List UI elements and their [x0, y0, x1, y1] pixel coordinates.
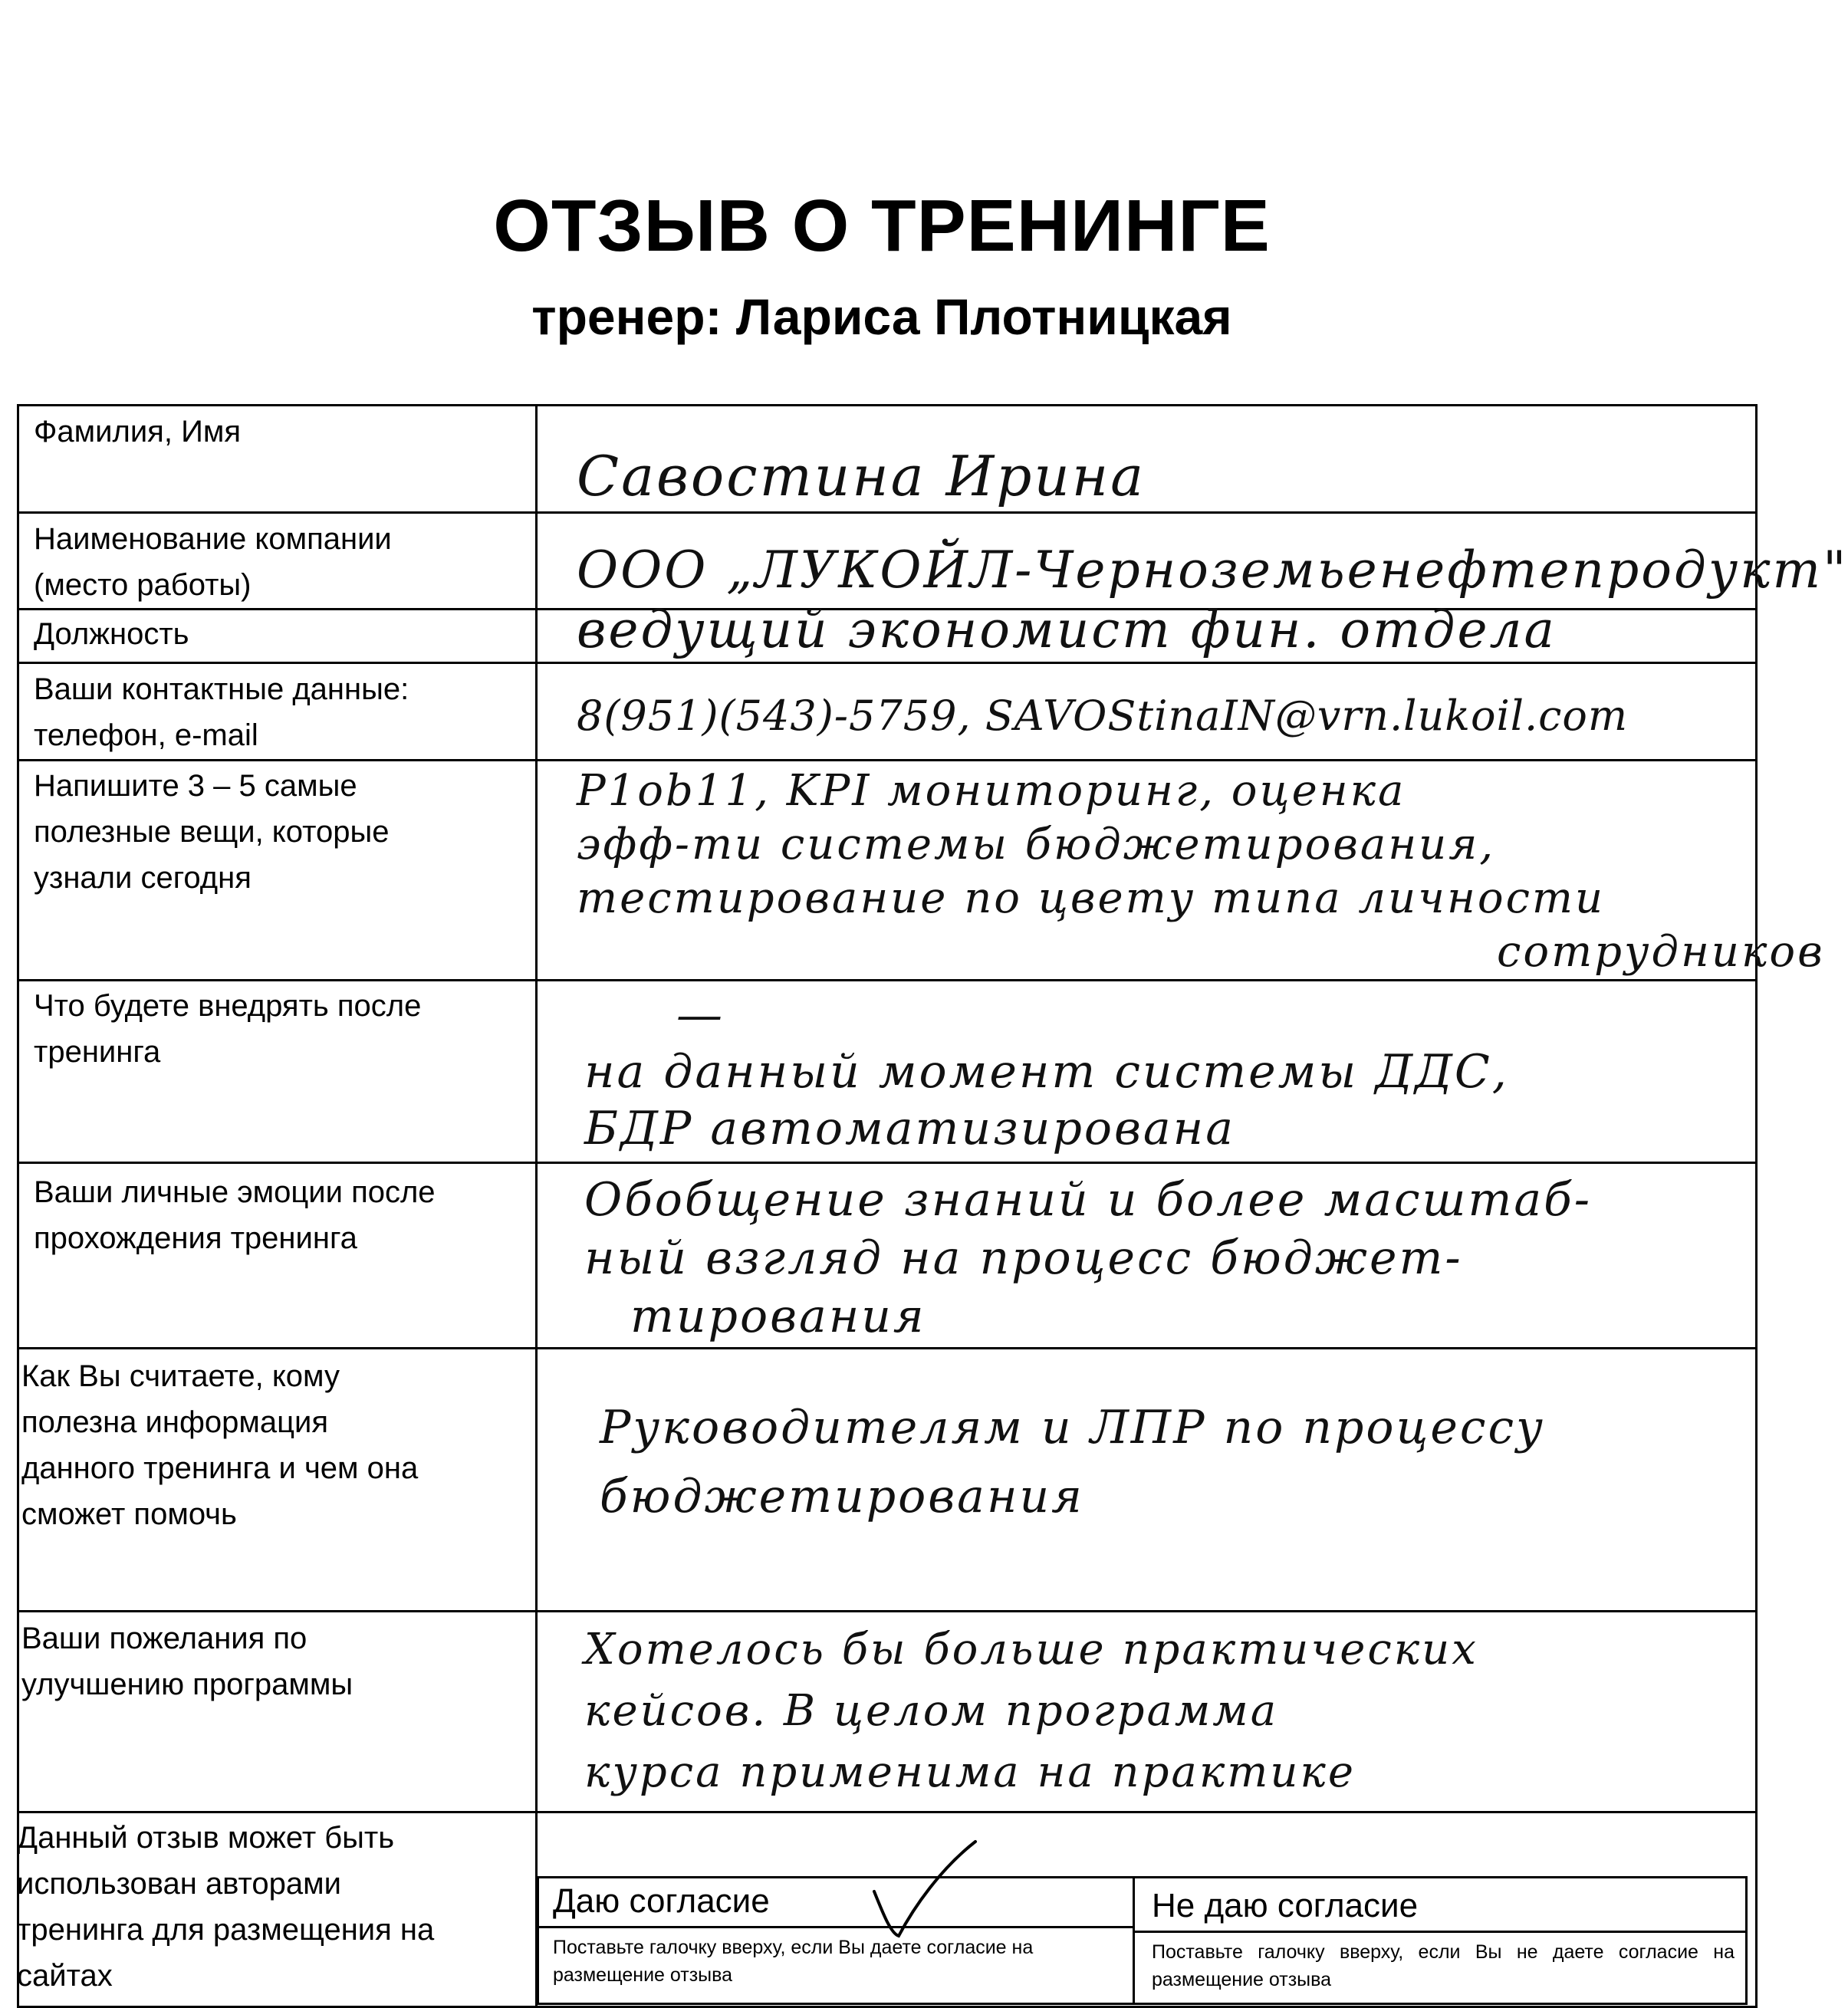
- answer-emotions: [584, 1171, 1592, 1346]
- answer-line: Хотелось бы больше практических: [584, 1625, 1478, 1674]
- label-line: Ваши личные эмоции после: [34, 1175, 436, 1209]
- label-line: Должность: [34, 617, 189, 651]
- answer-line: на данный момент системы ДДС,: [584, 1045, 1509, 1099]
- row-label-name: [34, 409, 241, 455]
- answer-line: —: [676, 988, 725, 1042]
- label-line: сможет помочь: [21, 1497, 237, 1531]
- consent-disagree-note: Поставьте галочку вверху, если Вы не даете согласие на размещение отзыва: [1152, 1941, 1735, 1990]
- consent-disagree-title: Не даю согласие: [1152, 1887, 1419, 1924]
- row-label-useful-things: [34, 763, 389, 901]
- label-line: Ваши контактные данные:: [34, 672, 409, 706]
- answer-line: кейсов. В целом программа: [584, 1686, 1279, 1736]
- row-divider: [17, 1811, 1758, 1813]
- answer-who-benefits: [600, 1393, 1545, 1531]
- answer-suggestions: [584, 1619, 1478, 1803]
- table-border-top: [17, 404, 1758, 406]
- row-label-company: [34, 516, 392, 608]
- label-line: Данный отзыв может быть: [17, 1821, 395, 1855]
- answer-line: курса применима на практике: [584, 1747, 1356, 1797]
- answer-useful-things: [577, 764, 1825, 979]
- label-line: Напишите 3 – 5 самые: [34, 769, 357, 803]
- label-line: тренинга: [34, 1035, 161, 1069]
- checkmark-icon: [868, 1838, 983, 1953]
- answer-line: сотрудников: [1497, 927, 1825, 977]
- label-line: (место работы): [34, 568, 252, 602]
- row-label-suggestions: [21, 1615, 353, 1707]
- row-label-consent: [17, 1815, 434, 1999]
- row-divider: [17, 759, 1758, 761]
- row-label-implement: [34, 983, 421, 1075]
- answer-contacts: 8(951)(543)-5759, SAVOStinaIN@vrn.lukoil.com: [577, 692, 1629, 740]
- row-divider: [17, 1347, 1758, 1349]
- answer-line: Обобщение знаний и более масштаб-: [584, 1173, 1593, 1227]
- row-divider: [17, 511, 1758, 514]
- answer-line: эфф-ти системы бюджетирования,: [577, 820, 1496, 869]
- consent-agree-title: Даю согласие: [553, 1882, 770, 1920]
- consent-divider: [1135, 1931, 1745, 1933]
- consent-agree-note: Поставьте галочку вверху, если Вы даете согласие на размещение отзыва: [553, 1937, 1034, 1986]
- row-label-emotions: [34, 1169, 436, 1261]
- answer-line: тирования: [630, 1290, 926, 1343]
- label-line: полезна информация: [21, 1405, 329, 1439]
- row-divider: [17, 1162, 1758, 1164]
- label-line: тренинга для размещения на: [17, 1913, 435, 1947]
- label-line: телефон, e-mail: [34, 718, 258, 752]
- answer-company: ООО „ЛУКОЙЛ-Черноземьенефтепродукт": [577, 541, 1848, 600]
- page-title: ОТЗЫВ О ТРЕНИНГЕ: [493, 185, 1271, 267]
- feedback-form-table: [17, 404, 1848, 2008]
- consent-divider: [539, 1926, 1133, 1928]
- label-line: использован авторами: [17, 1867, 342, 1901]
- consent-agree-box[interactable]: [537, 1876, 1135, 2005]
- row-divider: [17, 1610, 1758, 1612]
- label-line: данного тренинга и чем она: [21, 1451, 419, 1485]
- row-label-who-benefits: [21, 1353, 418, 1537]
- label-line: полезные вещи, которые: [34, 815, 390, 849]
- label-line: Что будете внедрять после: [34, 989, 422, 1023]
- answer-name: Савостина Ирина: [577, 444, 1146, 508]
- answer-line: ный взгляд на процесс бюджет-: [584, 1231, 1463, 1285]
- row-label-contacts: [34, 666, 409, 758]
- label-line: сайтах: [17, 1959, 113, 1993]
- label-line: улучшению программы: [21, 1668, 353, 1701]
- page-subtitle: тренер: Лариса Плотницкая: [531, 288, 1232, 345]
- answer-line: Руководителям и ЛПР по процессу: [600, 1401, 1545, 1454]
- label-line: узнали сегодня: [34, 861, 252, 895]
- label-line: Ваши пожелания по: [21, 1622, 307, 1655]
- label-line: Как Вы считаете, кому: [21, 1359, 340, 1393]
- table-border-left: [17, 404, 19, 2008]
- answer-line: БДР автоматизирована: [584, 1102, 1235, 1155]
- label-line: Фамилия, Имя: [34, 415, 241, 449]
- row-label-position: [34, 611, 189, 657]
- answer-line: бюджетирования: [600, 1470, 1084, 1523]
- answer-position: ведущий экономист фин. отдела: [577, 600, 1557, 659]
- label-line: Наименование компании: [34, 522, 392, 556]
- row-divider: [17, 979, 1758, 981]
- row-divider: [17, 662, 1758, 664]
- answer-line: P1ob11, KPI мониторинг, оценка: [577, 766, 1406, 816]
- consent-disagree-box[interactable]: [1133, 1876, 1748, 2005]
- answer-line: тестирование по цвету типа личности: [577, 873, 1606, 923]
- table-border-right: [1755, 404, 1758, 2008]
- answer-implement: [584, 987, 1509, 1157]
- column-divider: [535, 404, 538, 2008]
- label-line: прохождения тренинга: [34, 1221, 357, 1255]
